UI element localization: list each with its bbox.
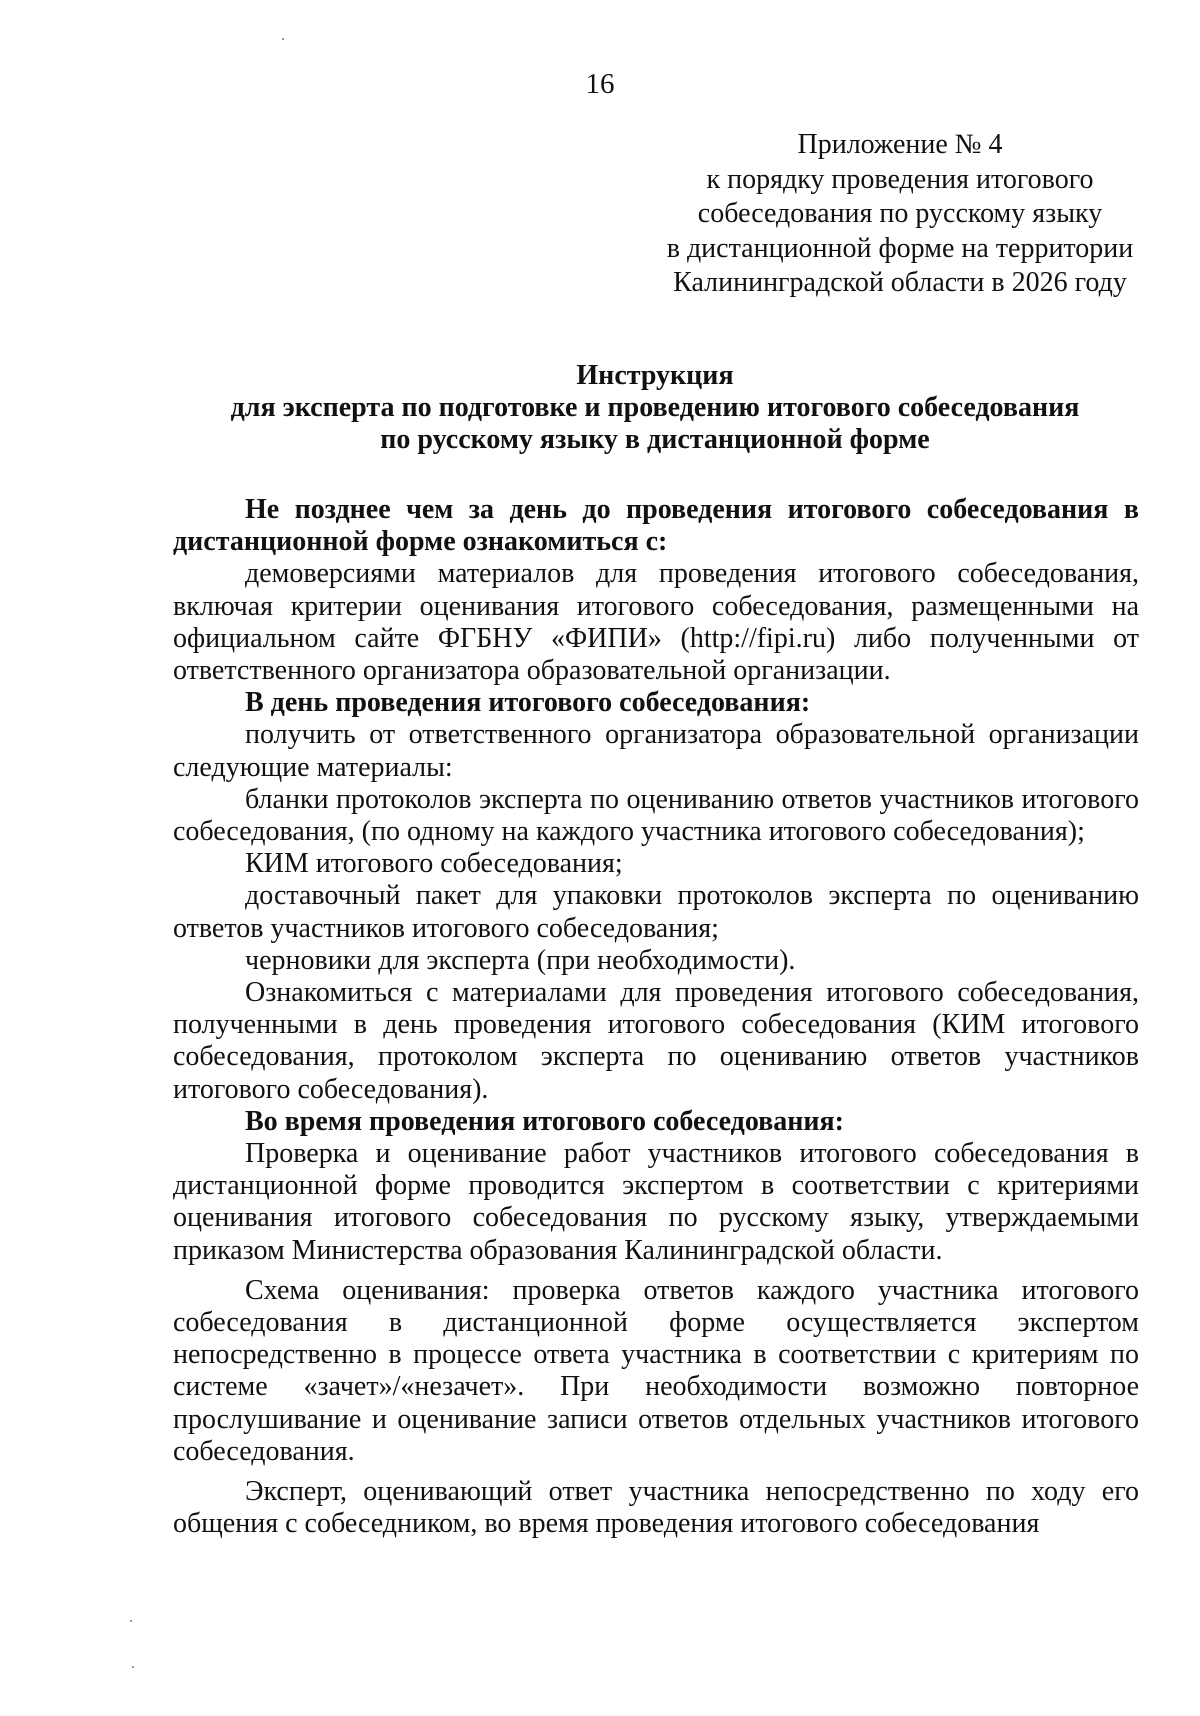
paragraph: черновики для эксперта (при необходимости). [245, 944, 796, 976]
paragraph: демоверсиями материалов для проведения итогового собеседования, включая критерии оценивания итогового собеседования, размещенными на официальном сайте ФГБНУ «ФИПИ» (http://fipi.ru) либо полученными от ответственного организатора образовательной организации. [173, 558, 1139, 687]
paragraph: бланки протоколов эксперта по оцениванию ответов участников итогового собеседования, (по одному на каждого участника итогового собеседования); [173, 783, 1139, 848]
document-title [170, 360, 1140, 456]
title-line: для эксперта по подготовке и проведению итогового собеседования [230, 392, 1080, 423]
appendix-line: собеседования по русскому языку [697, 198, 1103, 229]
paragraph: доставочный пакет для упаковки протоколов эксперта по оцениванию ответов участников итогового собеседования; [173, 880, 1139, 944]
paragraph: Проверка и оценивание работ участников итогового собеседования в дистанционной форме проводится экспертом в соответствии с критериями оценивания итогового собеседования по русскому языку, утверждаемыми приказом Министерства образования Калининградской области. [173, 1138, 1139, 1266]
appendix-line: в дистанционной форме на территории [666, 232, 1134, 264]
paragraph: Ознакомиться с материалами для проведения итогового собеседования, полученными в день проведения итогового собеседования (КИМ итогового собеседования, протоколом эксперта по оцениванию ответов участников итогового собеседования). [173, 977, 1139, 1105]
document-body [173, 494, 1139, 1541]
scan-speck [132, 1666, 134, 1668]
paragraph: Схема оценивания: проверка ответов каждого участника итогового собеседования в дистанционной форме осуществляется экспертом непосредственно в процессе ответа участника в соответствии с критериям по системе «зачет»/«незачет». При необходимости возможно повторное прослушивание и оценивание записи ответов отдельных участников итогового собеседования. [173, 1274, 1139, 1467]
scan-speck [130, 1620, 132, 1622]
title-line: по русскому языку в дистанционной форме [380, 424, 930, 455]
paragraph: получить от ответственного организатора образовательной организации следующие материалы: [173, 719, 1139, 783]
title-line: Инструкция [576, 360, 734, 391]
paragraph: Эксперт, оценивающий ответ участника непосредственно по ходу его общения с собеседником, во время проведения итогового собеседования [173, 1476, 1139, 1540]
appendix-header [640, 128, 1160, 301]
appendix-line: Приложение № 4 [797, 129, 1003, 160]
section-heading-during: Во время проведения итогового собеседования: [245, 1105, 844, 1137]
appendix-line: к порядку проведения итогового [706, 163, 1094, 195]
section-heading-before-day: Не позднее чем за день до проведения итогового собеседования в дистанционной форме ознакомиться с: [173, 494, 1139, 558]
section-heading-day-of: В день проведения итогового собеседования: [245, 687, 811, 719]
page-number: 16 [585, 68, 615, 100]
appendix-line: Калининградской области в 2026 году [673, 267, 1127, 298]
paragraph: КИМ итогового собеседования; [245, 848, 623, 880]
scan-speck [282, 38, 284, 40]
